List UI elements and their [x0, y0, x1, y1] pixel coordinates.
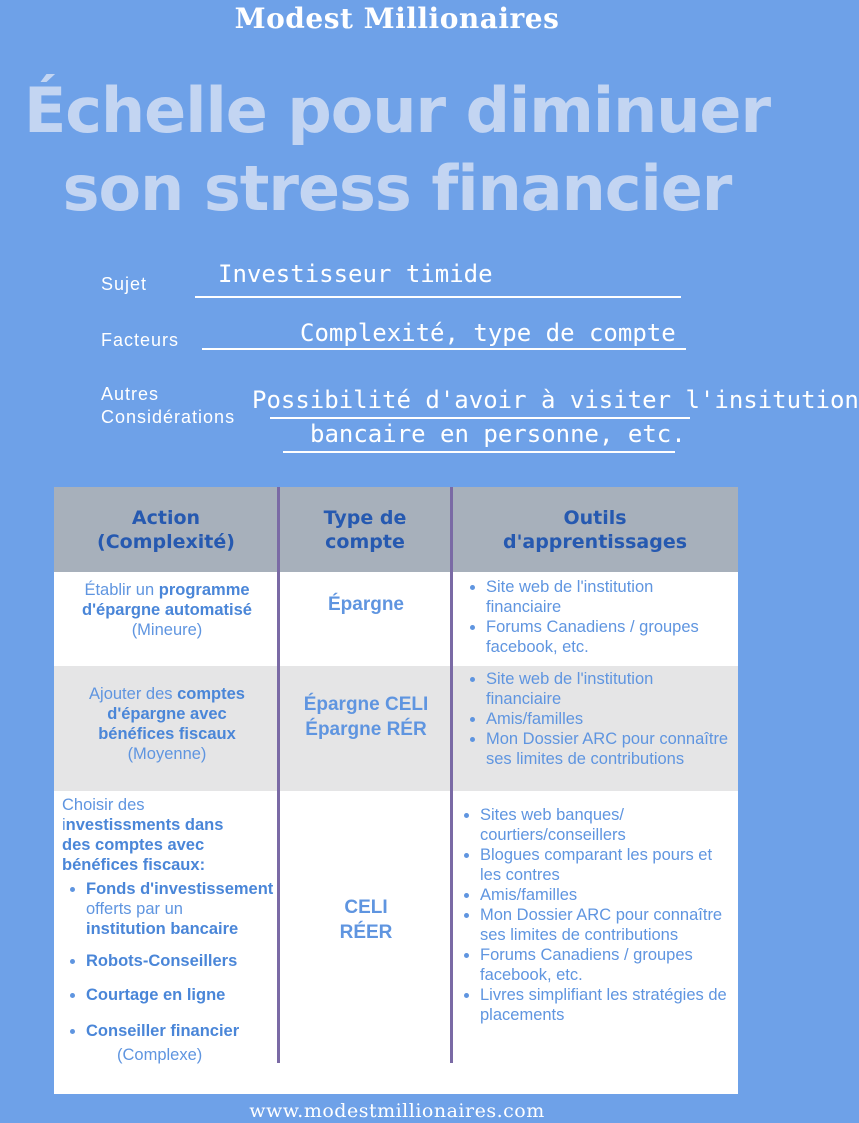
subject-value: Investisseur timide [218, 260, 493, 288]
column-divider-2 [450, 487, 453, 1063]
header-account-type: Type de compte [323, 506, 407, 553]
footer-url[interactable]: www.modestmillionaires.com [249, 1100, 545, 1122]
row-3-complexity: (Complexe) [117, 1046, 203, 1064]
row-3-tools [458, 805, 734, 1025]
other-label-line-1: Autres [101, 384, 160, 404]
list-item: • Conseiller financier [86, 1021, 280, 1041]
other-line-1 [270, 417, 690, 419]
table-row [54, 666, 738, 791]
list-item: • Sites web banques/ courtiers/conseillers [480, 805, 734, 845]
other-line-2 [283, 451, 675, 453]
list-item: • Mon Dossier ARC pour connaître ses limites de contributions [486, 729, 732, 769]
list-item: • Forums Canadiens / groupes facebook, etc. [480, 945, 734, 985]
factors-line [202, 348, 686, 350]
factors-value: Complexité, type de compte [300, 319, 676, 347]
list-item: • Robots-Conseillers [86, 951, 280, 971]
factors-label: Facteurs [101, 330, 180, 350]
list-item: • Livres simplifiant les stratégies de placements [480, 985, 734, 1025]
brand-name: Modest Millionaires [234, 2, 560, 35]
table-row [54, 791, 738, 1094]
other-value-line-2: bancaire en personne, etc. [310, 420, 686, 448]
table-row [54, 572, 738, 666]
list-item: • Amis/familles [480, 885, 734, 905]
row-3-account-type: CELI RÉER [339, 897, 393, 943]
row-1-action: Établir un programme d'épargne automatisé (Mineure) [82, 581, 252, 639]
table-header [54, 487, 738, 572]
row-1-account-type: Épargne [327, 594, 405, 615]
list-item: • Amis/familles [486, 709, 732, 729]
subject-line [195, 296, 681, 298]
list-item: • Forums Canadiens / groupes facebook, etc. [486, 617, 732, 657]
ladder-table [54, 487, 738, 1094]
other-value-line-1: Possibilité d'avoir à visiter l'insitution [252, 386, 859, 414]
list-item: • Mon Dossier ARC pour connaître ses limites de contributions [480, 905, 734, 945]
title-line-2: son stress financier [62, 152, 732, 225]
row-1-tools [464, 577, 732, 657]
page-title [0, 72, 794, 228]
list-item: • Site web de l'institution financiaire [486, 669, 732, 709]
header-action: Action (Complexité) [97, 506, 235, 553]
list-item: • Site web de l'institution financiaire [486, 577, 732, 617]
column-divider-1 [277, 487, 280, 1063]
list-item: • Fonds d'investissement offerts par un institution bancaire [86, 879, 280, 939]
subject-label: Sujet [101, 274, 148, 294]
row-2-action: Ajouter des comptes d'épargne avec bénéfices fiscaux (Moyenne) [89, 685, 245, 763]
header-learning-tools: Outils d'apprentissages [502, 506, 688, 553]
other-label-line-2: Considérations [101, 407, 236, 427]
row-2-account-type: Épargne CELI Épargne RÉR [303, 694, 429, 740]
list-item: • Courtage en ligne [86, 985, 280, 1005]
list-item: • Blogues comparant les pours et les contres [480, 845, 734, 885]
title-line-1: Échelle pour diminuer [23, 74, 771, 147]
row-2-tools [464, 669, 732, 769]
row-3-action: Choisir des investissments dans des comptes avec bénéfices fiscaux: • Fonds d'investissement offerts par un institution bancaire • Robots-Conseillers • Courtage en ligne • Conseiller financier (Complexe) [62, 795, 280, 1065]
